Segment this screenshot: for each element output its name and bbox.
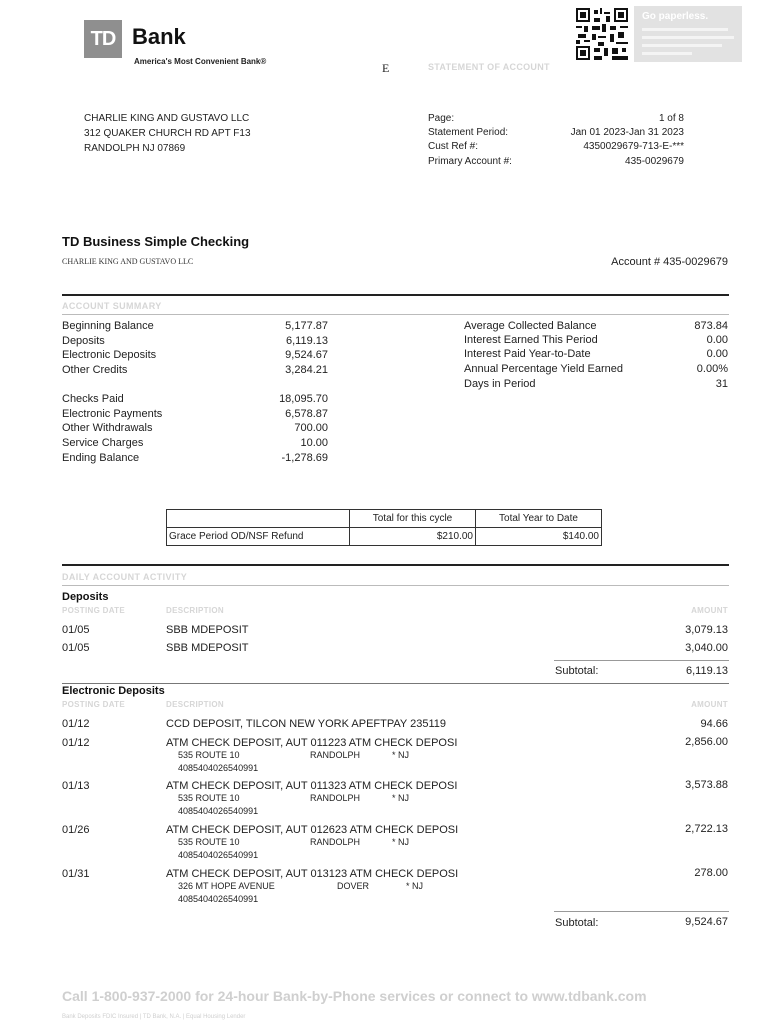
summary-label: Service Charges <box>62 437 144 449</box>
promo-text-line <box>642 28 728 31</box>
table-row <box>167 510 602 528</box>
table-header-cycle: Total for this cycle <box>350 510 476 528</box>
section-divider <box>62 564 729 566</box>
transaction-location-address: 326 MT HOPE AVENUE <box>178 881 275 891</box>
transaction-date: 01/31 <box>62 868 90 880</box>
summary-value: -1,278.69 <box>281 452 328 464</box>
transaction-description: CCD DEPOSIT, TILCON NEW YORK APEFTPAY 235119 <box>166 718 446 730</box>
product-owner: CHARLIE KING AND GUSTAVO LLC <box>62 257 194 266</box>
section-divider <box>62 294 729 296</box>
transaction-amount: 2,722.13 <box>685 823 728 835</box>
section-underline <box>62 314 729 315</box>
statement-mark: E <box>382 61 390 75</box>
summary-label: Other Withdrawals <box>62 422 153 434</box>
transaction-date: 01/12 <box>62 718 90 730</box>
summary-label: Deposits <box>62 335 105 347</box>
transaction-date: 01/26 <box>62 824 90 836</box>
transaction-description: ATM CHECK DEPOSIT, AUT 011323 ATM CHECK DEPOSI <box>166 780 458 792</box>
transaction-reference: 4085404026540991 <box>178 806 259 816</box>
paperless-title: Go paperless. <box>642 11 709 22</box>
bank-tagline: America's Most Convenient Bank® <box>134 57 267 66</box>
transaction-amount: 278.00 <box>694 867 728 879</box>
td-logo: TD <box>84 20 122 58</box>
product-title: TD Business Simple Checking <box>62 234 250 249</box>
summary-value: 6,578.87 <box>285 408 328 420</box>
summary-label: Ending Balance <box>62 452 140 464</box>
transaction-description: ATM CHECK DEPOSIT, AUT 013123 ATM CHECK DEPOSI <box>166 868 459 880</box>
promo-text-line <box>642 52 692 55</box>
transaction-description: SBB MDEPOSIT <box>166 624 249 636</box>
transaction-location-address: 535 ROUTE 10 <box>178 837 240 847</box>
meta-label-primary-account: Primary Account #: <box>428 156 512 167</box>
summary-value: 10.00 <box>300 437 328 449</box>
footer-fdic-line: Bank Deposits FDIC Insured | TD Bank, N.A. | Equal Housing Lender <box>62 1014 246 1020</box>
summary-label: Electronic Deposits <box>62 349 157 361</box>
transaction-date: 01/05 <box>62 642 90 654</box>
transaction-amount: 3,079.13 <box>685 624 728 636</box>
summary-label: Electronic Payments <box>62 408 163 420</box>
column-header-description: DESCRIPTION <box>166 606 224 615</box>
summary-value: 9,524.67 <box>285 349 328 361</box>
section-underline <box>62 585 729 586</box>
transaction-date: 01/13 <box>62 780 90 792</box>
table-row-label: Grace Period OD/NSF Refund <box>167 528 350 546</box>
customer-address-line1: 312 QUAKER CHURCH RD APT F13 <box>84 128 251 139</box>
summary-label: Beginning Balance <box>62 320 154 332</box>
summary-value: 5,177.87 <box>285 320 328 332</box>
column-header-amount: AMOUNT <box>691 606 728 615</box>
meta-value-primary-account: 435-0029679 <box>625 156 684 167</box>
account-number: Account # 435-0029679 <box>611 256 728 268</box>
transaction-location-city: DOVER <box>337 881 370 891</box>
customer-address-line2: RANDOLPH NJ 07869 <box>84 143 186 154</box>
meta-value-period: Jan 01 2023-Jan 31 2023 <box>570 127 684 138</box>
summary-label: Average Collected Balance <box>464 320 597 332</box>
column-header-posting-date: POSTING DATE <box>62 606 126 615</box>
summary-label: Days in Period <box>464 378 536 390</box>
promo-text-line <box>642 36 734 39</box>
transaction-location-address: 535 ROUTE 10 <box>178 793 240 803</box>
promo-text-line <box>642 44 722 47</box>
summary-value: 0.00% <box>696 363 728 375</box>
qr-code-icon <box>576 8 628 60</box>
electronic-deposits-heading: Electronic Deposits <box>62 685 165 697</box>
account-summary-title: ACCOUNT SUMMARY <box>62 301 162 311</box>
transaction-date: 01/05 <box>62 624 90 636</box>
table-cell-ytd: $140.00 <box>476 528 602 546</box>
summary-label: Interest Paid Year-to-Date <box>464 348 591 360</box>
meta-value-cust-ref: 4350029679-713-E-*** <box>583 141 684 152</box>
subtotal-value: 9,524.67 <box>685 916 728 928</box>
summary-value: 700.00 <box>294 422 328 434</box>
refund-summary-table <box>166 509 602 546</box>
transaction-location-state: * NJ <box>392 837 410 847</box>
subtotal-rule <box>554 660 729 661</box>
footer-contact-line: Call 1-800-937-2000 for 24-hour Bank-by-Phone services or connect to www.tdbank.com <box>62 988 647 1004</box>
transaction-location-state: * NJ <box>392 793 410 803</box>
summary-value: 0.00 <box>706 348 728 360</box>
customer-name: CHARLIE KING AND GUSTAVO LLC <box>84 113 250 124</box>
transaction-description: ATM CHECK DEPOSIT, AUT 012623 ATM CHECK DEPOSI <box>166 824 459 836</box>
table-cell <box>167 510 350 528</box>
daily-activity-title: DAILY ACCOUNT ACTIVITY <box>62 572 188 582</box>
transaction-location-city: RANDOLPH <box>310 793 361 803</box>
statement-title: STATEMENT OF ACCOUNT <box>428 62 550 72</box>
summary-value: 873.84 <box>694 320 728 332</box>
summary-label: Other Credits <box>62 364 128 376</box>
transaction-reference: 4085404026540991 <box>178 894 259 904</box>
table-cell-cycle: $210.00 <box>350 528 476 546</box>
transaction-location-city: RANDOLPH <box>310 837 361 847</box>
meta-label-period: Statement Period: <box>428 127 509 138</box>
section-divider <box>62 683 729 684</box>
subtotal-value: 6,119.13 <box>685 665 728 677</box>
summary-label: Interest Earned This Period <box>464 334 598 346</box>
bank-name: Bank <box>132 24 186 49</box>
transaction-amount: 94.66 <box>700 718 728 730</box>
transaction-location-state: * NJ <box>406 881 424 891</box>
subtotal-rule <box>554 911 729 912</box>
summary-label: Checks Paid <box>62 393 124 405</box>
transaction-reference: 4085404026540991 <box>178 850 259 860</box>
meta-value-page: 1 of 8 <box>658 113 684 124</box>
summary-value: 18,095.70 <box>279 393 328 405</box>
summary-value: 3,284.21 <box>285 364 328 376</box>
transaction-location-address: 535 ROUTE 10 <box>178 750 240 760</box>
column-header-posting-date: POSTING DATE <box>62 700 126 709</box>
subtotal-label: Subtotal: <box>555 665 599 677</box>
deposits-heading: Deposits <box>62 591 109 603</box>
transaction-location-city: RANDOLPH <box>310 750 361 760</box>
column-header-description: DESCRIPTION <box>166 700 224 709</box>
summary-value: 0.00 <box>706 334 728 346</box>
summary-value: 6,119.13 <box>285 335 328 347</box>
meta-label-cust-ref: Cust Ref #: <box>428 141 479 152</box>
column-header-amount: AMOUNT <box>691 700 728 709</box>
table-header-ytd: Total Year to Date <box>476 510 602 528</box>
transaction-amount: 3,040.00 <box>685 642 728 654</box>
transaction-description: ATM CHECK DEPOSIT, AUT 011223 ATM CHECK DEPOSI <box>166 737 458 749</box>
summary-value: 31 <box>715 378 728 390</box>
transaction-reference: 4085404026540991 <box>178 763 259 773</box>
subtotal-label: Subtotal: <box>555 917 599 929</box>
meta-label-page: Page: <box>428 113 455 124</box>
transaction-amount: 2,856.00 <box>685 736 728 748</box>
transaction-date: 01/12 <box>62 737 90 749</box>
transaction-location-state: * NJ <box>392 750 410 760</box>
transaction-description: SBB MDEPOSIT <box>166 642 249 654</box>
transaction-amount: 3,573.88 <box>685 779 728 791</box>
table-row <box>167 528 602 546</box>
summary-label: Annual Percentage Yield Earned <box>464 363 624 375</box>
